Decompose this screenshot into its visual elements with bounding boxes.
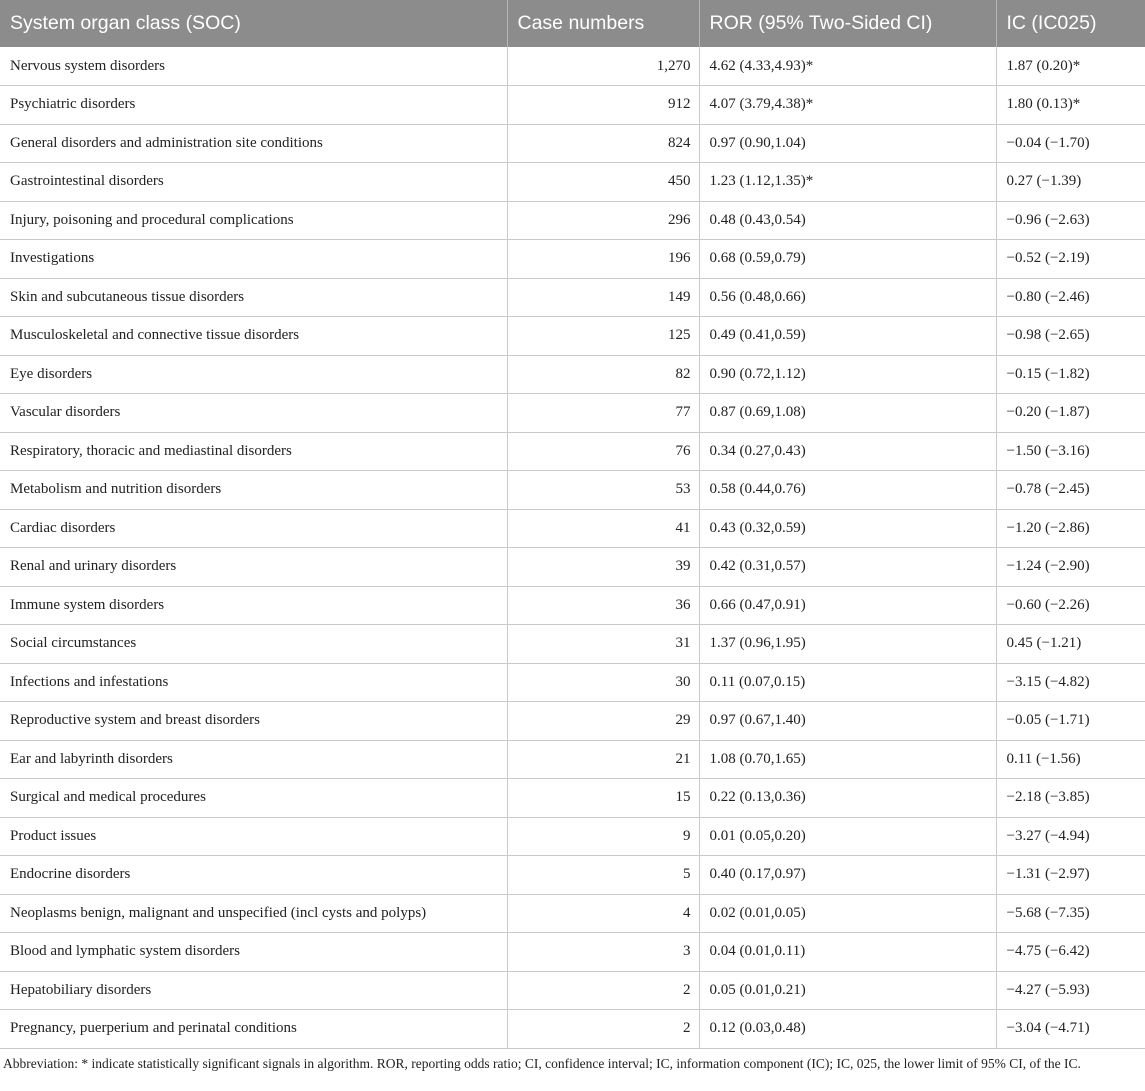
table-body <box>0 47 1145 1048</box>
case-number-cell: 912 <box>507 86 699 125</box>
ic-cell: −0.78 (−2.45) <box>996 471 1145 510</box>
soc-cell: Gastrointestinal disorders <box>0 163 507 202</box>
soc-cell: Endocrine disorders <box>0 856 507 895</box>
ic-cell: −1.50 (−3.16) <box>996 432 1145 471</box>
ror-cell: 1.08 (0.70,1.65) <box>699 740 996 779</box>
soc-cell: Ear and labyrinth disorders <box>0 740 507 779</box>
case-number-cell: 196 <box>507 240 699 279</box>
ic-cell: −0.05 (−1.71) <box>996 702 1145 741</box>
soc-cell: Investigations <box>0 240 507 279</box>
case-number-cell: 4 <box>507 894 699 933</box>
ror-cell: 0.90 (0.72,1.12) <box>699 355 996 394</box>
soc-cell: Nervous system disorders <box>0 47 507 86</box>
table-row <box>0 355 1145 394</box>
case-number-cell: 450 <box>507 163 699 202</box>
ic-cell: −3.15 (−4.82) <box>996 663 1145 702</box>
case-number-cell: 125 <box>507 317 699 356</box>
ror-cell: 0.05 (0.01,0.21) <box>699 971 996 1010</box>
table-row <box>0 47 1145 86</box>
ic-cell: 0.27 (−1.39) <box>996 163 1145 202</box>
table-header-row <box>0 0 1145 47</box>
soc-cell: Reproductive system and breast disorders <box>0 702 507 741</box>
table-row <box>0 240 1145 279</box>
table-row <box>0 163 1145 202</box>
ror-cell: 1.37 (0.96,1.95) <box>699 625 996 664</box>
soc-cell: Skin and subcutaneous tissue disorders <box>0 278 507 317</box>
case-number-cell: 3 <box>507 933 699 972</box>
ic-cell: 1.87 (0.20)* <box>996 47 1145 86</box>
ic-cell: 0.11 (−1.56) <box>996 740 1145 779</box>
case-number-cell: 15 <box>507 779 699 818</box>
soc-cell: Neoplasms benign, malignant and unspecified (incl cysts and polyps) <box>0 894 507 933</box>
ic-cell: 1.80 (0.13)* <box>996 86 1145 125</box>
ror-cell: 4.07 (3.79,4.38)* <box>699 86 996 125</box>
case-number-cell: 76 <box>507 432 699 471</box>
case-number-cell: 824 <box>507 124 699 163</box>
case-number-cell: 296 <box>507 201 699 240</box>
ror-cell: 0.49 (0.41,0.59) <box>699 317 996 356</box>
table-row <box>0 278 1145 317</box>
ic-cell: −4.75 (−6.42) <box>996 933 1145 972</box>
ic-cell: −0.96 (−2.63) <box>996 201 1145 240</box>
soc-cell: Renal and urinary disorders <box>0 548 507 587</box>
ror-cell: 1.23 (1.12,1.35)* <box>699 163 996 202</box>
soc-cell: Metabolism and nutrition disorders <box>0 471 507 510</box>
case-number-cell: 2 <box>507 1010 699 1049</box>
ic-cell: −0.80 (−2.46) <box>996 278 1145 317</box>
soc-cell: Surgical and medical procedures <box>0 779 507 818</box>
table-footnote: Abbreviation: * indicate statistically significant signals in algorithm. ROR, reporting odds ratio; CI, confidence interval; IC, information component (IC); IC, 025, the lower limit of 95% CI, of the IC. <box>3 1055 1081 1071</box>
header-soc: System organ class (SOC) <box>0 0 507 47</box>
soc-cell: General disorders and administration site conditions <box>0 124 507 163</box>
ror-cell: 0.11 (0.07,0.15) <box>699 663 996 702</box>
case-number-cell: 30 <box>507 663 699 702</box>
ic-cell: −0.04 (−1.70) <box>996 124 1145 163</box>
table-row <box>0 509 1145 548</box>
ror-cell: 0.02 (0.01,0.05) <box>699 894 996 933</box>
ror-cell: 0.43 (0.32,0.59) <box>699 509 996 548</box>
table-row <box>0 317 1145 356</box>
table-row <box>0 740 1145 779</box>
soc-cell: Vascular disorders <box>0 394 507 433</box>
ror-cell: 0.97 (0.90,1.04) <box>699 124 996 163</box>
ic-cell: −0.98 (−2.65) <box>996 317 1145 356</box>
case-number-cell: 29 <box>507 702 699 741</box>
ic-cell: −1.20 (−2.86) <box>996 509 1145 548</box>
ic-cell: −4.27 (−5.93) <box>996 971 1145 1010</box>
ror-cell: 0.66 (0.47,0.91) <box>699 586 996 625</box>
ror-cell: 4.62 (4.33,4.93)* <box>699 47 996 86</box>
header-ror: ROR (95% Two-Sided CI) <box>699 0 996 47</box>
case-number-cell: 5 <box>507 856 699 895</box>
case-number-cell: 31 <box>507 625 699 664</box>
ror-cell: 0.04 (0.01,0.11) <box>699 933 996 972</box>
ror-cell: 0.34 (0.27,0.43) <box>699 432 996 471</box>
ic-cell: −3.27 (−4.94) <box>996 817 1145 856</box>
header-case-numbers: Case numbers <box>507 0 699 47</box>
ic-cell: −0.60 (−2.26) <box>996 586 1145 625</box>
case-number-cell: 41 <box>507 509 699 548</box>
soc-cell: Immune system disorders <box>0 586 507 625</box>
ic-cell: −0.20 (−1.87) <box>996 394 1145 433</box>
soc-cell: Musculoskeletal and connective tissue disorders <box>0 317 507 356</box>
case-number-cell: 82 <box>507 355 699 394</box>
table-row <box>0 779 1145 818</box>
ic-cell: −1.24 (−2.90) <box>996 548 1145 587</box>
header-ic: IC (IC025) <box>996 0 1145 47</box>
table-row <box>0 432 1145 471</box>
table-row <box>0 394 1145 433</box>
ic-cell: −5.68 (−7.35) <box>996 894 1145 933</box>
case-number-cell: 1,270 <box>507 47 699 86</box>
case-number-cell: 9 <box>507 817 699 856</box>
table-row <box>0 663 1145 702</box>
soc-cell: Blood and lymphatic system disorders <box>0 933 507 972</box>
case-number-cell: 149 <box>507 278 699 317</box>
table-row <box>0 625 1145 664</box>
ic-cell: −0.15 (−1.82) <box>996 355 1145 394</box>
ror-cell: 0.42 (0.31,0.57) <box>699 548 996 587</box>
ror-cell: 0.97 (0.67,1.40) <box>699 702 996 741</box>
table-row <box>0 471 1145 510</box>
soc-cell: Injury, poisoning and procedural complications <box>0 201 507 240</box>
table-row <box>0 702 1145 741</box>
case-number-cell: 2 <box>507 971 699 1010</box>
soc-cell: Eye disorders <box>0 355 507 394</box>
soc-cell: Product issues <box>0 817 507 856</box>
soc-cell: Social circumstances <box>0 625 507 664</box>
ic-cell: −3.04 (−4.71) <box>996 1010 1145 1049</box>
ror-cell: 0.40 (0.17,0.97) <box>699 856 996 895</box>
table-row <box>0 856 1145 895</box>
case-number-cell: 53 <box>507 471 699 510</box>
table-row <box>0 586 1145 625</box>
ror-cell: 0.58 (0.44,0.76) <box>699 471 996 510</box>
table-row <box>0 1010 1145 1049</box>
soc-cell: Respiratory, thoracic and mediastinal disorders <box>0 432 507 471</box>
soc-cell: Infections and infestations <box>0 663 507 702</box>
soc-cell: Cardiac disorders <box>0 509 507 548</box>
ror-cell: 0.01 (0.05,0.20) <box>699 817 996 856</box>
ror-cell: 0.22 (0.13,0.36) <box>699 779 996 818</box>
table-row <box>0 971 1145 1010</box>
table-row <box>0 894 1145 933</box>
ic-cell: −2.18 (−3.85) <box>996 779 1145 818</box>
ror-cell: 0.68 (0.59,0.79) <box>699 240 996 279</box>
ror-cell: 0.48 (0.43,0.54) <box>699 201 996 240</box>
case-number-cell: 36 <box>507 586 699 625</box>
case-number-cell: 21 <box>507 740 699 779</box>
table-row <box>0 548 1145 587</box>
ic-cell: 0.45 (−1.21) <box>996 625 1145 664</box>
table-row <box>0 933 1145 972</box>
ror-cell: 0.56 (0.48,0.66) <box>699 278 996 317</box>
case-number-cell: 77 <box>507 394 699 433</box>
table-row <box>0 86 1145 125</box>
ic-cell: −1.31 (−2.97) <box>996 856 1145 895</box>
case-number-cell: 39 <box>507 548 699 587</box>
soc-cell: Psychiatric disorders <box>0 86 507 125</box>
table-row <box>0 201 1145 240</box>
ic-cell: −0.52 (−2.19) <box>996 240 1145 279</box>
table-row <box>0 817 1145 856</box>
ror-cell: 0.12 (0.03,0.48) <box>699 1010 996 1049</box>
ror-cell: 0.87 (0.69,1.08) <box>699 394 996 433</box>
table-row <box>0 124 1145 163</box>
soc-cell: Hepatobiliary disorders <box>0 971 507 1010</box>
soc-cell: Pregnancy, puerperium and perinatal conditions <box>0 1010 507 1049</box>
